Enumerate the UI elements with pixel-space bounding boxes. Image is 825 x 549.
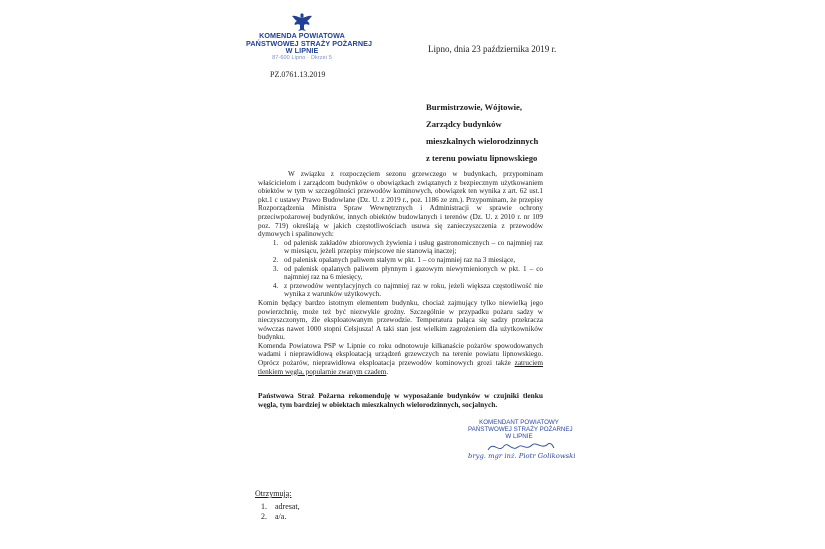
body-paragraph-2: Komin będący bardzo istotnym elementem budynku, chociaż zajmujący tylko niewielką jego powierzchnię, może też być niezwykle groźny. Szczególnie w przypadku pożaru sadzy w nieczyszczonym, źle eksploatowanym przewodzie. Temperatura paląca się sadzy przekracza wówczas nawet 1000 stopni Celsjusza! A taki stan jest wielkim zagrożeniem dla użytkowników budynku.	[258, 298, 543, 342]
addressee-line: z terenu powiatu lipnowskiego	[426, 153, 538, 163]
signature-stamp-line1: KOMENDANT POWIATOWY	[479, 419, 559, 426]
recipient-item: 2. a/a.	[269, 512, 300, 522]
header-stamp-line2: PAŃSTWOWEJ STRAŻY POŻARNEJ	[246, 38, 373, 48]
cleaning-frequency-list	[258, 239, 543, 299]
header-stamp-line1: KOMENDA POWIATOWA	[259, 31, 345, 40]
addressee-line: mieszkalnych wielorodzinnych	[426, 136, 539, 146]
body-paragraph-3-start: Komenda Powiatowa PSP w Lipnie co roku odnotowuje kilkanaście pożarów spowodowanych wadami i nieprawidłową eksploatacją urządzeń grzewczych na terenie powiatu lipnowskiego. Oprócz pożarów, nieprawidłowa eksploatacja przewodów kominowych grozi także	[258, 341, 543, 368]
signer-name: bryg. mgr inż. Piotr Golikowski	[468, 452, 576, 461]
addressee-block	[426, 99, 538, 167]
signature-stamp-line2: PAŃSTWOWEJ STRAŻY POŻARNEJ	[468, 425, 573, 433]
list-item: 1. od palenisk zakładów zbiorowych żywienia i usług gastronomicznych – co najmniej raz w miesiącu, jeżeli przepisy miejscowe nie stanowią inaczej;	[280, 239, 543, 256]
letter-body	[258, 170, 543, 376]
recipients-list	[255, 502, 300, 522]
addressee-line: Burmistrzowie, Wójtowie,	[426, 102, 523, 112]
recipients-block	[255, 489, 300, 522]
body-paragraph-3	[258, 342, 543, 376]
body-paragraph-1: W związku z rozpoczęciem sezonu grzewczego w budynkach, przypominam właścicielom i zarządcom budynków o obowiązkach związanych z bezpiecznym użytkowaniem obiektów w tym w szczególności przewodów kominowych, obowiązek ten wynika z art. 62 ust.1 pkt.1 c ustawy Prawo Budowlane (Dz. U. z 2019 r., poz. 1186 ze zm.). Przypominam, że przepisy Rozporządzenia Ministra Spraw Wewnętrznych i Administracji w sprawie ochrony przeciwpożarowej budynków, innych obiektów budowlanych i terenów (Dz. U. z 2010 r. nr 109 poz. 719) określają w jakich częstotliwościach usuwa się zanieczyszczenia z przewodów dymowych i spalinowych:	[258, 170, 543, 239]
header-stamp-line3: W LIPNIE	[285, 46, 319, 55]
list-item: 2. od palenisk opalanych paliwem stałym w pkt. 1 – co najmniej raz na 3 miesiące,	[280, 256, 543, 265]
body-paragraph-3-end: .	[386, 367, 389, 376]
list-item: 3. od palenisk opalanych paliwem płynnym i gazowym niewymienionych w pkt. 1 – co najmniej raz na 6 miesięcy,	[280, 265, 543, 282]
reference-number: PZ.0761.13.2019	[270, 70, 326, 79]
header-stamp-line4: 87-600 Lipno · Okrzei 5	[272, 54, 332, 61]
recipients-title: Otrzymują:	[255, 489, 292, 498]
handwritten-signature-icon	[486, 438, 556, 456]
signature-stamp-line3: W LIPNIE	[505, 432, 533, 440]
header-stamp	[246, 12, 373, 72]
recommendation-paragraph: Państwowa Straż Pożarna rekomenduję w wyposażanie budynków w czujniki tlenku węgla, tym bardziej w obiektach mieszkalnych wielorodzinnych, socjalnych.	[258, 391, 543, 409]
addressee-line: Zarządcy budynków	[426, 119, 502, 129]
list-item: 4. z przewodów wentylacyjnych co najmniej raz w roku, jeżeli większa częstotliwość nie wynika z warunków użytkowych.	[280, 282, 543, 299]
eagle-emblem-icon	[291, 12, 313, 32]
carbon-monoxide-underlined: zatruciem tlenkiem węgla, popularnie zwanym czadem	[258, 359, 543, 376]
recipient-item: 1. adresat,	[269, 502, 300, 512]
signature-stamp	[468, 419, 576, 470]
date-line: Lipno, dnia 23 października 2019 r.	[428, 44, 557, 54]
